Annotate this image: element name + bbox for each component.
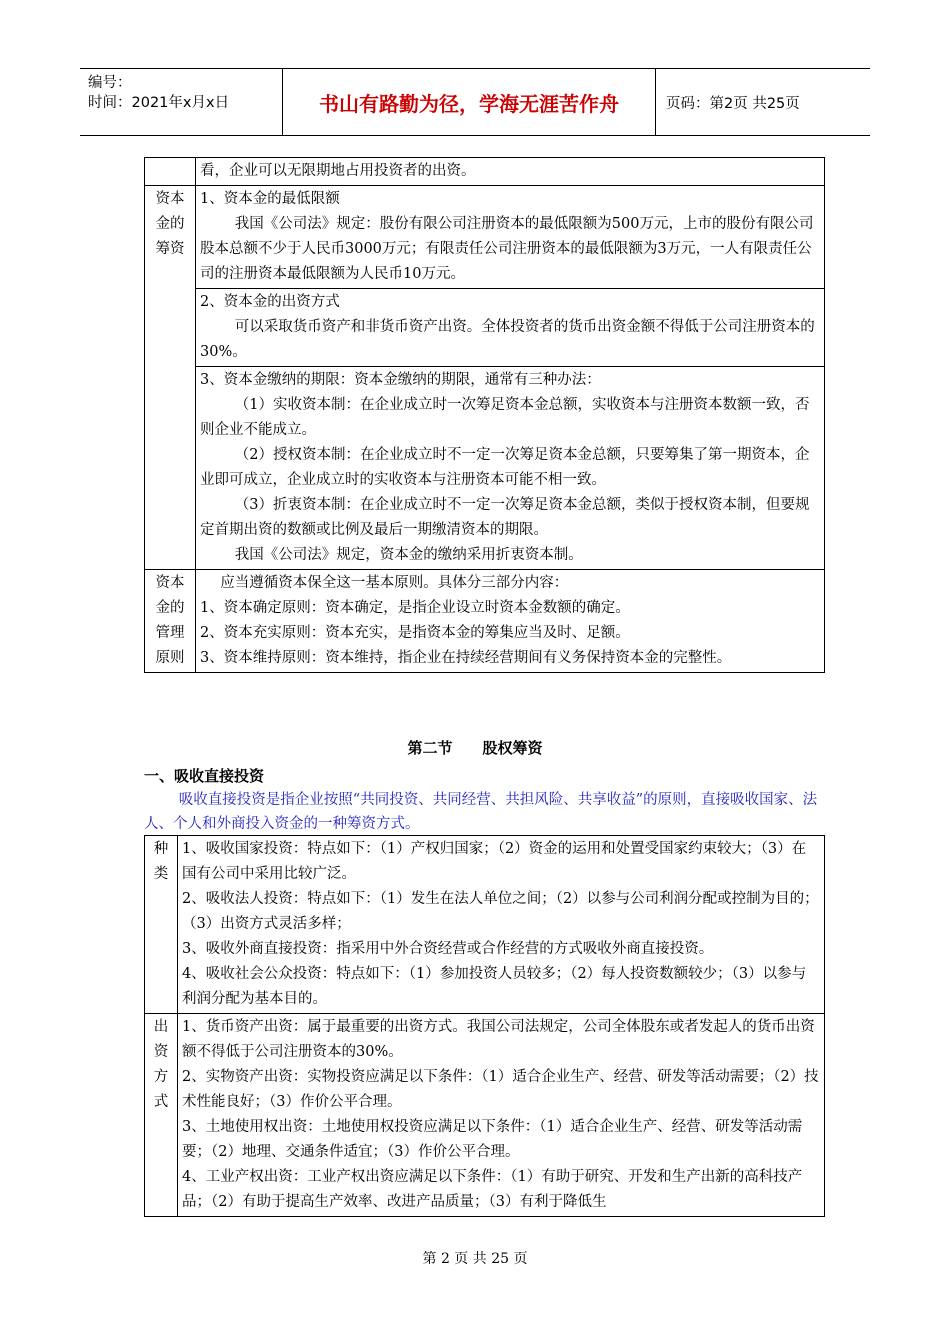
types-label: 种类 [145, 836, 178, 1014]
page-info: 页码：第2页 共25页 [666, 95, 800, 112]
type-4: 4、吸收社会公众投资：特点如下：（1）参加投资人员较多；（2）每人投资数额较少；（3）以参与利润分配为基本目的。 [182, 966, 807, 1007]
method-3: 3、土地使用权出资：土地使用权投资应满足以下条件：（1）适合企业生产、经营、研发等活动需要；（2）地理、交通条件适宜；（3）作价公平合理。 [182, 1119, 803, 1160]
empty-label-cell [145, 158, 196, 186]
method-2: 2、实物资产出资：实物投资应满足以下条件：（1）适合企业生产、经营、研发等活动需要；（2）技术性能良好；（3）作价公平合理。 [182, 1069, 819, 1110]
direct-investment-table [144, 835, 825, 1217]
method-1: 1、货币资产出资：属于最重要的出资方式。我国公司法规定，公司全体股东或者发起人的货币出资额不得低于公司注册资本的30%。 [182, 1019, 815, 1060]
mgmt-intro: 应当遵循资本保全这一基本原则。具体分三部分内容： [220, 575, 569, 591]
min-limit-cell [196, 186, 825, 289]
period-2: （2）授权资本制：在企业成立时不一定一次筹足资本金总额，只要筹集了第一期资本，企业即可成立，企业成立时的实收资本与注册资本可能不相一致。 [200, 447, 810, 488]
period-1: （1）实收资本制：在企业成立时一次筹足资本金总额，实收资本与注册资本数额一致，否则企业不能成立。 [200, 397, 810, 438]
continued-text: 看，企业可以无限期地占用投资者的出资。 [196, 158, 825, 186]
page-footer: 第 2 页 共 25 页 [422, 1251, 528, 1267]
type-2: 2、吸收法人投资：特点如下：（1）发生在法人单位之间；（2）以参与公司利润分配或控制为目的；（3）出资方式灵活多样； [182, 891, 819, 932]
page-header [80, 68, 870, 136]
mgmt-3: 3、资本维持原则：资本维持，指企业在持续经营期间有义务保持资本金的完整性。 [200, 650, 732, 666]
method-types-cell [178, 1014, 825, 1217]
min-limit-text: 我国《公司法》规定：股份有限公司注册资本的最低限额为500万元，上市的股份有限公司股本总额不少于人民币3000万元；有限责任公司注册资本的最低限额为3万元，一人有限责任公司的注册资本最低限额为人民币10万元。 [200, 216, 814, 282]
capital-table [144, 157, 825, 673]
types-cell [178, 836, 825, 1014]
mgmt-label: 资本金的管理原则 [145, 570, 196, 673]
number-label: 编号： [88, 75, 132, 91]
type-3: 3、吸收外商直接投资：指采用中外合资经营或合作经营的方式吸收外商直接投资。 [182, 941, 714, 957]
sub-title: 一、吸收直接投资 [144, 767, 265, 785]
period-cell [196, 367, 825, 570]
method-text: 可以采取货币资产和非货币资产出资。全体投资者的货币出资金额不得低于公司注册资本的30%。 [200, 319, 815, 360]
section-title: 第二节 股权筹资 [407, 739, 543, 757]
time-label: 时间：2021年x月x日 [88, 95, 230, 111]
period-title: 3、资本金缴纳的期限：资本金缴纳的期限，通常有三种办法： [200, 372, 601, 388]
header-meta [80, 69, 283, 135]
method-title: 2、资本金的出资方式 [200, 294, 340, 310]
mgmt-1: 1、资本确定原则：资本确定，是指企业设立时资本金数额的确定。 [200, 600, 630, 616]
min-limit-title: 1、资本金的最低限额 [200, 191, 340, 207]
method-label: 出资方式 [145, 1014, 178, 1217]
financing-label: 资本金的筹资 [145, 186, 196, 570]
method-cell [196, 289, 825, 367]
method-4: 4、工业产权出资：工业产权出资应满足以下条件：（1）有助于研究、开发和生产出新的高科技产品；（2）有助于提高生产效率、改进产品质量；（3）有利于降低生 [182, 1169, 803, 1210]
period-note: 我国《公司法》规定，资本金的缴纳采用折衷资本制。 [234, 547, 583, 563]
type-1: 1、吸收国家投资：特点如下：（1）产权归国家；（2）资金的运用和处置受国家约束较大；（3）在国有公司中采用比较广泛。 [182, 841, 807, 882]
mgmt-cell [196, 570, 825, 673]
period-3: （3）折衷资本制：在企业成立时不一定一次筹足资本金总额，类似于授权资本制，但要规定首期出资的数额或比例及最后一期缴清资本的期限。 [200, 497, 810, 538]
mgmt-2: 2、资本充实原则：资本充实，是指资本金的筹集应当及时、足额。 [200, 625, 630, 641]
motto: 书山有路勤为径，学海无涯苦作舟 [283, 69, 656, 135]
definition-text: 吸收直接投资是指企业按照“共同投资、共同经营、共担风险、共享收益”的原则，直接吸收国家、法人、个人和外商投入资金的一种筹资方式。 [144, 792, 818, 832]
